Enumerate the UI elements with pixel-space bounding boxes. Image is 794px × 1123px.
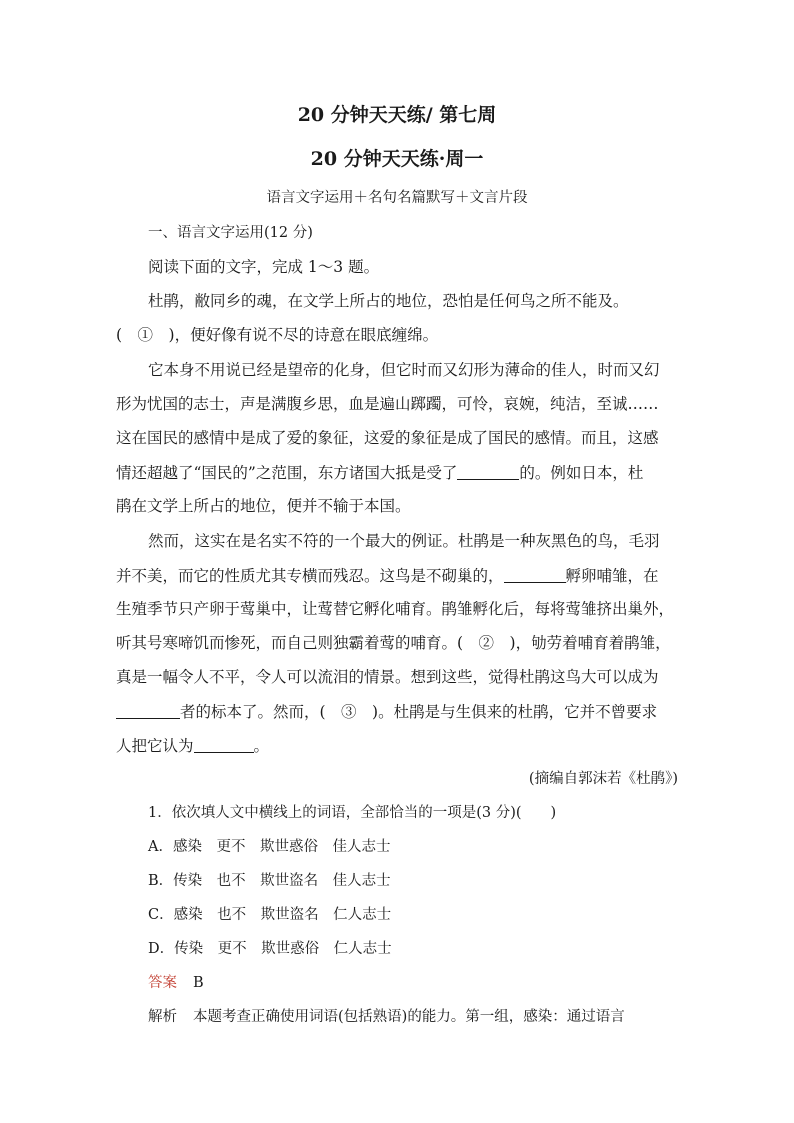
option-d: D．传染 更不 欺世惑俗 仁人志士 (148, 941, 392, 957)
passage-text: 并不美，而它的性质尤其专横而残忍。这鸟是不砌巢的， (116, 567, 504, 585)
fill-blank (194, 738, 254, 753)
option-b: B．传染 也不 欺世盗名 佳人志士 (148, 873, 391, 889)
passage-line: 杜鹃，敝同乡的魂，在文学上所占的地位，恐怕是任何鸟之所不能及。 (148, 292, 629, 310)
answer-value: B (193, 975, 204, 991)
analysis-label: 解析 (148, 1009, 177, 1025)
passage-line: 生殖季节只产卵于莺巢中，让莺替它孵化哺育。鹃雏孵化后，每将莺雏挤出巢外， (116, 600, 675, 618)
passage-line: 这在国民的感情中是成了爱的象征，这爱的象征是成了国民的感情。而且，这感 (116, 429, 659, 447)
section-heading: 一、语言文字运用(12 分) (148, 225, 313, 241)
fill-blank (504, 568, 566, 583)
passage-text: 人把它认为 (116, 737, 194, 755)
passage-line (116, 704, 657, 721)
option-a: A．感染 更不 欺世惑俗 佳人志士 (148, 839, 391, 855)
passage-line: 听其号寒啼饥而惨死，而自己则独霸着莺的哺育。( ② )，劬劳着哺育着鹃雏， (116, 634, 671, 652)
passage-line: 形为忧国的志士，声是满腹乡思，血是遍山踯躅，可怜，哀婉，纯洁，至诚…… (116, 395, 659, 413)
analysis-text: 本题考查正确使用词语(包括熟语)的能力。第一组，感染：通过语言 (193, 1009, 625, 1025)
source-citation: (摘编自郭沫若《杜鹃》) (528, 771, 678, 787)
analysis-line (148, 1010, 625, 1025)
page-title: 20 分钟天天练/ 第七周 (297, 104, 497, 126)
question-stem: 1．依次填人文中横线上的词语，全部恰当的一项是(3 分)( ) (148, 805, 557, 821)
day-title: 20 分钟天天练·周一 (310, 148, 484, 170)
answer-label: 答案 (148, 975, 177, 991)
passage-text: 情还超越了“国民的”之范围，东方诸国大抵是受了 (116, 464, 458, 482)
option-c: C．感染 也不 欺世盗名 仁人志士 (148, 907, 392, 923)
passage-text: 。 (253, 737, 270, 755)
passage-line: 真是一幅令人不平，令人可以流泪的情景。想到这些，觉得杜鹃这鸟大可以成为 (116, 668, 659, 686)
passage-line: 鹃在文学上所占的地位，便并不输于本国。 (116, 497, 411, 515)
topics-line: 语言文字运用＋名句名篇默写＋文言片段 (266, 190, 528, 206)
passage-text: 孵卵哺雏，在 (565, 567, 659, 585)
fill-blank (457, 465, 519, 480)
instruction: 阅读下面的文字，完成 1～3 题。 (148, 258, 380, 276)
passage-line (116, 738, 269, 755)
passage-text: 者的标本了。然而，( ③ )。杜鹃是与生俱来的杜鹃，它并不曾要求 (180, 703, 658, 721)
passage-line: 然而，这实在是名实不符的一个最大的例证。杜鹃是一种灰黑色的鸟，毛羽 (148, 532, 660, 550)
fill-blank (116, 704, 180, 719)
passage-text: 的。例如日本，杜 (519, 464, 644, 482)
passage-line (116, 568, 659, 585)
answer-line (148, 976, 204, 991)
passage-line (116, 465, 643, 482)
passage-line: 它本身不用说已经是望帝的化身，但它时而又幻形为薄命的佳人，时而又幻 (148, 361, 660, 379)
passage-line: ( ① )，便好像有说不尽的诗意在眼底缠绵。 (116, 326, 439, 344)
